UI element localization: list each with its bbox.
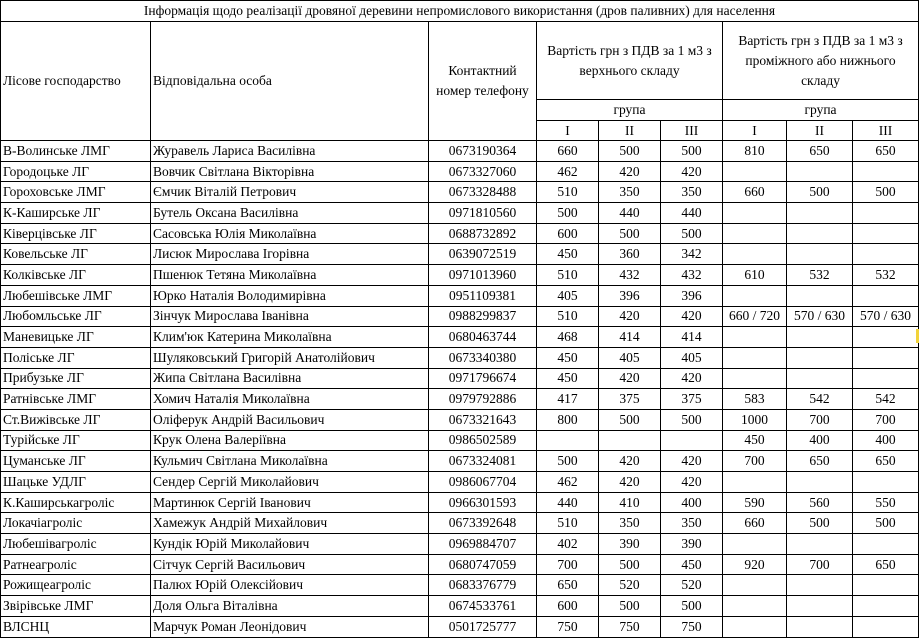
table-row [1,513,919,534]
row-lower-g3 [853,161,919,182]
row-lower-g3 [853,534,919,555]
row-lower-g3: 500 [853,513,919,534]
row-person: Палюх Юрій Олексійович [151,575,429,596]
row-phone: 0680747059 [429,554,537,575]
row-upper-g3: 440 [661,203,723,224]
row-lower-g3 [853,327,919,348]
table-row [1,409,919,430]
row-upper-g1: 500 [537,203,599,224]
row-lower-g1 [723,161,787,182]
header-upper-price: Вартість грн з ПДВ за 1 м3 з верхнього складу [537,22,723,100]
row-lower-g2: 700 [787,554,853,575]
row-lower-g1 [723,368,787,389]
row-upper-g3: 350 [661,513,723,534]
row-lower-g3: 550 [853,492,919,513]
row-upper-g1: 700 [537,554,599,575]
header-upper-g2: II [599,121,661,141]
row-lower-g2 [787,596,853,617]
row-lower-g1: 660 / 720 [723,306,787,327]
row-lower-g2: 650 [787,451,853,472]
row-phone: 0979792886 [429,389,537,410]
row-upper-g1: 510 [537,265,599,286]
row-phone: 0673340380 [429,347,537,368]
row-upper-g2: 420 [599,306,661,327]
row-lower-g3 [853,203,919,224]
row-lower-g3 [853,244,919,265]
row-forestry: Поліське ЛГ [1,347,151,368]
row-lower-g2 [787,203,853,224]
row-lower-g2 [787,534,853,555]
header-group-lower: група [723,100,919,121]
row-upper-g1: 405 [537,285,599,306]
row-lower-g1: 583 [723,389,787,410]
row-phone: 0501725777 [429,616,537,637]
row-upper-g2: 375 [599,389,661,410]
header-person: Відповідальна особа [151,22,429,141]
row-lower-g1: 700 [723,451,787,472]
header-lower-g1: I [723,121,787,141]
row-upper-g2: 520 [599,575,661,596]
row-upper-g3: 500 [661,409,723,430]
row-upper-g1: 462 [537,161,599,182]
row-lower-g1: 590 [723,492,787,513]
row-lower-g3 [853,223,919,244]
row-lower-g3 [853,347,919,368]
row-lower-g1: 920 [723,554,787,575]
table-row [1,223,919,244]
row-upper-g2: 420 [599,161,661,182]
table-row [1,368,919,389]
row-forestry: Любешівагроліс [1,534,151,555]
row-lower-g2: 650 [787,141,853,162]
row-person: Хамежук Андрій Михайлович [151,513,429,534]
table-row [1,327,919,348]
row-upper-g3: 500 [661,223,723,244]
row-upper-g1: 510 [537,182,599,203]
row-upper-g3: 500 [661,141,723,162]
row-upper-g2: 500 [599,223,661,244]
row-lower-g2 [787,223,853,244]
header-lower-g2: II [787,121,853,141]
row-upper-g2: 500 [599,409,661,430]
table-row [1,285,919,306]
row-upper-g3: 420 [661,161,723,182]
row-lower-g2 [787,244,853,265]
row-phone: 0639072519 [429,244,537,265]
row-upper-g2: 750 [599,616,661,637]
row-forestry: В-Волинське ЛМГ [1,141,151,162]
row-upper-g1 [537,430,599,451]
row-person: Юрко Наталія Володимирівна [151,285,429,306]
cell-selection-marker [916,329,919,343]
row-person: Зінчук Мирослава Іванівна [151,306,429,327]
row-upper-g3: 414 [661,327,723,348]
row-person: Сітчук Сергій Васильович [151,554,429,575]
row-upper-g1: 440 [537,492,599,513]
row-phone: 0673328488 [429,182,537,203]
row-phone: 0683376779 [429,575,537,596]
table-row [1,575,919,596]
row-upper-g1: 402 [537,534,599,555]
row-phone: 0971796674 [429,368,537,389]
row-lower-g2: 542 [787,389,853,410]
row-lower-g1: 660 [723,513,787,534]
row-upper-g3: 520 [661,575,723,596]
row-person: Доля Ольга Віталівна [151,596,429,617]
row-lower-g1 [723,223,787,244]
row-upper-g3: 342 [661,244,723,265]
table-row [1,141,919,162]
row-person: Лисюк Мирослава Ігорівна [151,244,429,265]
row-lower-g2 [787,368,853,389]
row-upper-g2: 410 [599,492,661,513]
row-forestry: Ратнівське ЛМГ [1,389,151,410]
row-upper-g1: 660 [537,141,599,162]
row-phone: 0673324081 [429,451,537,472]
row-upper-g3: 375 [661,389,723,410]
row-lower-g1 [723,347,787,368]
row-person: Кундік Юрій Миколайович [151,534,429,555]
header-phone: Контактний номер телефону [429,22,537,141]
row-upper-g2: 390 [599,534,661,555]
row-lower-g3: 650 [853,554,919,575]
row-upper-g3: 390 [661,534,723,555]
row-person: Ємчик Віталій Петрович [151,182,429,203]
row-person: Жипа Світлана Василівна [151,368,429,389]
row-upper-g3: 450 [661,554,723,575]
row-upper-g2: 440 [599,203,661,224]
row-lower-g2: 500 [787,513,853,534]
row-lower-g3 [853,368,919,389]
table-row [1,182,919,203]
row-person: Шуляковський Григорій Анатолійович [151,347,429,368]
header-lower-price: Вартість грн з ПДВ за 1 м3 з проміжного або нижнього складу [723,22,919,100]
row-upper-g2: 414 [599,327,661,348]
row-forestry: Городоцьке ЛГ [1,161,151,182]
row-forestry: Шацьке УДЛГ [1,472,151,493]
row-forestry: Цуманське ЛГ [1,451,151,472]
row-lower-g1 [723,616,787,637]
table-row [1,244,919,265]
row-lower-g3: 700 [853,409,919,430]
row-person: Журавель Лариса Василівна [151,141,429,162]
table-row [1,430,919,451]
row-forestry: Любомльське ЛГ [1,306,151,327]
row-upper-g3: 350 [661,182,723,203]
row-lower-g2: 400 [787,430,853,451]
row-person: Пшенюк Тетяна Миколаївна [151,265,429,286]
row-lower-g2: 500 [787,182,853,203]
row-lower-g1: 810 [723,141,787,162]
row-forestry: К-Каширське ЛГ [1,203,151,224]
table-row [1,534,919,555]
row-upper-g2: 420 [599,472,661,493]
row-forestry: ВЛСНЦ [1,616,151,637]
row-phone: 0673190364 [429,141,537,162]
table-row [1,554,919,575]
header-lower-g3: III [853,121,919,141]
table-row [1,306,919,327]
row-lower-g2: 570 / 630 [787,306,853,327]
row-upper-g3: 405 [661,347,723,368]
row-upper-g1: 510 [537,306,599,327]
row-upper-g2: 350 [599,182,661,203]
row-phone: 0986502589 [429,430,537,451]
table-row [1,596,919,617]
row-forestry: Локачіагроліс [1,513,151,534]
header-upper-g1: I [537,121,599,141]
row-person: Клим'юк Катерина Миколаївна [151,327,429,348]
row-upper-g2: 405 [599,347,661,368]
row-lower-g3 [853,285,919,306]
row-upper-g2: 432 [599,265,661,286]
row-phone: 0674533761 [429,596,537,617]
row-upper-g2: 500 [599,554,661,575]
row-upper-g3: 396 [661,285,723,306]
row-forestry: Турійське ЛГ [1,430,151,451]
row-forestry: Любешівське ЛМГ [1,285,151,306]
row-phone: 0680463744 [429,327,537,348]
row-upper-g3: 400 [661,492,723,513]
row-phone: 0986067704 [429,472,537,493]
row-upper-g1: 510 [537,513,599,534]
row-upper-g2: 396 [599,285,661,306]
row-upper-g3: 420 [661,306,723,327]
table-row [1,265,919,286]
row-lower-g1: 450 [723,430,787,451]
row-lower-g2: 700 [787,409,853,430]
row-upper-g1: 750 [537,616,599,637]
table-row [1,389,919,410]
row-upper-g2: 420 [599,451,661,472]
row-lower-g1: 1000 [723,409,787,430]
row-person: Кульмич Світлана Миколаївна [151,451,429,472]
row-lower-g1: 610 [723,265,787,286]
row-lower-g2 [787,575,853,596]
row-upper-g1: 650 [537,575,599,596]
row-lower-g1 [723,534,787,555]
row-upper-g1: 462 [537,472,599,493]
row-person: Оліферук Андрій Васильович [151,409,429,430]
row-upper-g3: 432 [661,265,723,286]
row-person: Вовчик Світлана Вікторівна [151,161,429,182]
row-phone: 0951109381 [429,285,537,306]
row-upper-g2: 360 [599,244,661,265]
row-forestry: К.Каширськагроліс [1,492,151,513]
header-upper-g3: III [661,121,723,141]
row-lower-g1 [723,596,787,617]
row-person: Крук Олена Валеріївна [151,430,429,451]
row-lower-g1 [723,472,787,493]
row-person: Марчук Роман Леонідович [151,616,429,637]
row-upper-g3: 420 [661,472,723,493]
table-row [1,203,919,224]
row-lower-g1 [723,327,787,348]
row-upper-g1: 500 [537,451,599,472]
row-upper-g2: 350 [599,513,661,534]
row-forestry: Ст.Вижівське ЛГ [1,409,151,430]
row-person: Бутель Оксана Василівна [151,203,429,224]
row-lower-g2: 560 [787,492,853,513]
row-lower-g3 [853,616,919,637]
row-lower-g2 [787,347,853,368]
row-forestry: Прибузьке ЛГ [1,368,151,389]
row-upper-g1: 600 [537,596,599,617]
row-lower-g3: 500 [853,182,919,203]
row-phone: 0688732892 [429,223,537,244]
row-upper-g1: 800 [537,409,599,430]
row-forestry: Маневицьке ЛГ [1,327,151,348]
row-upper-g1: 417 [537,389,599,410]
row-upper-g1: 450 [537,347,599,368]
row-person: Мартинюк Сергій Іванович [151,492,429,513]
row-lower-g3: 400 [853,430,919,451]
table-row [1,492,919,513]
row-lower-g3 [853,575,919,596]
row-lower-g2 [787,616,853,637]
row-lower-g3: 532 [853,265,919,286]
row-phone: 0673392648 [429,513,537,534]
row-forestry: Рожищеагроліс [1,575,151,596]
row-lower-g3: 542 [853,389,919,410]
row-lower-g3: 650 [853,451,919,472]
row-forestry: Ковельське ЛГ [1,244,151,265]
table-row [1,347,919,368]
row-forestry: Звірівське ЛМГ [1,596,151,617]
table-row [1,472,919,493]
row-forestry: Колківське ЛГ [1,265,151,286]
row-person: Сендер Сергій Миколайович [151,472,429,493]
row-upper-g3 [661,430,723,451]
header-group-upper: група [537,100,723,121]
row-upper-g2: 420 [599,368,661,389]
table-row [1,161,919,182]
row-phone: 0673327060 [429,161,537,182]
row-upper-g2: 500 [599,596,661,617]
row-phone: 0673321643 [429,409,537,430]
row-forestry: Ківерцівське ЛГ [1,223,151,244]
row-phone: 0966301593 [429,492,537,513]
row-lower-g3 [853,472,919,493]
table-row [1,451,919,472]
row-phone: 0969884707 [429,534,537,555]
row-upper-g1: 450 [537,368,599,389]
row-forestry: Ратнеагроліс [1,554,151,575]
row-lower-g1 [723,244,787,265]
row-upper-g2 [599,430,661,451]
row-phone: 0971810560 [429,203,537,224]
row-forestry: Гороховське ЛМГ [1,182,151,203]
row-lower-g2 [787,472,853,493]
row-lower-g1 [723,575,787,596]
row-upper-g3: 500 [661,596,723,617]
row-upper-g1: 600 [537,223,599,244]
row-lower-g1 [723,203,787,224]
row-lower-g2 [787,327,853,348]
row-lower-g1: 660 [723,182,787,203]
table-title: Інформація щодо реалізації дровяної деревини непромислового використання (дров паливних) для населення [1,1,919,22]
row-person: Хомич Наталія Миколаївна [151,389,429,410]
row-phone: 0971013960 [429,265,537,286]
header-forestry: Лісове господарство [1,22,151,141]
row-person: Сасовська Юлія Миколаївна [151,223,429,244]
row-lower-g3: 570 / 630 [853,306,919,327]
row-lower-g3 [853,596,919,617]
row-upper-g1: 468 [537,327,599,348]
row-upper-g3: 420 [661,451,723,472]
row-phone: 0988299837 [429,306,537,327]
row-upper-g3: 420 [661,368,723,389]
row-upper-g2: 500 [599,141,661,162]
row-lower-g2 [787,285,853,306]
row-upper-g3: 750 [661,616,723,637]
row-lower-g1 [723,285,787,306]
row-lower-g2: 532 [787,265,853,286]
row-upper-g1: 450 [537,244,599,265]
table-row [1,616,919,637]
row-lower-g2 [787,161,853,182]
row-lower-g3: 650 [853,141,919,162]
